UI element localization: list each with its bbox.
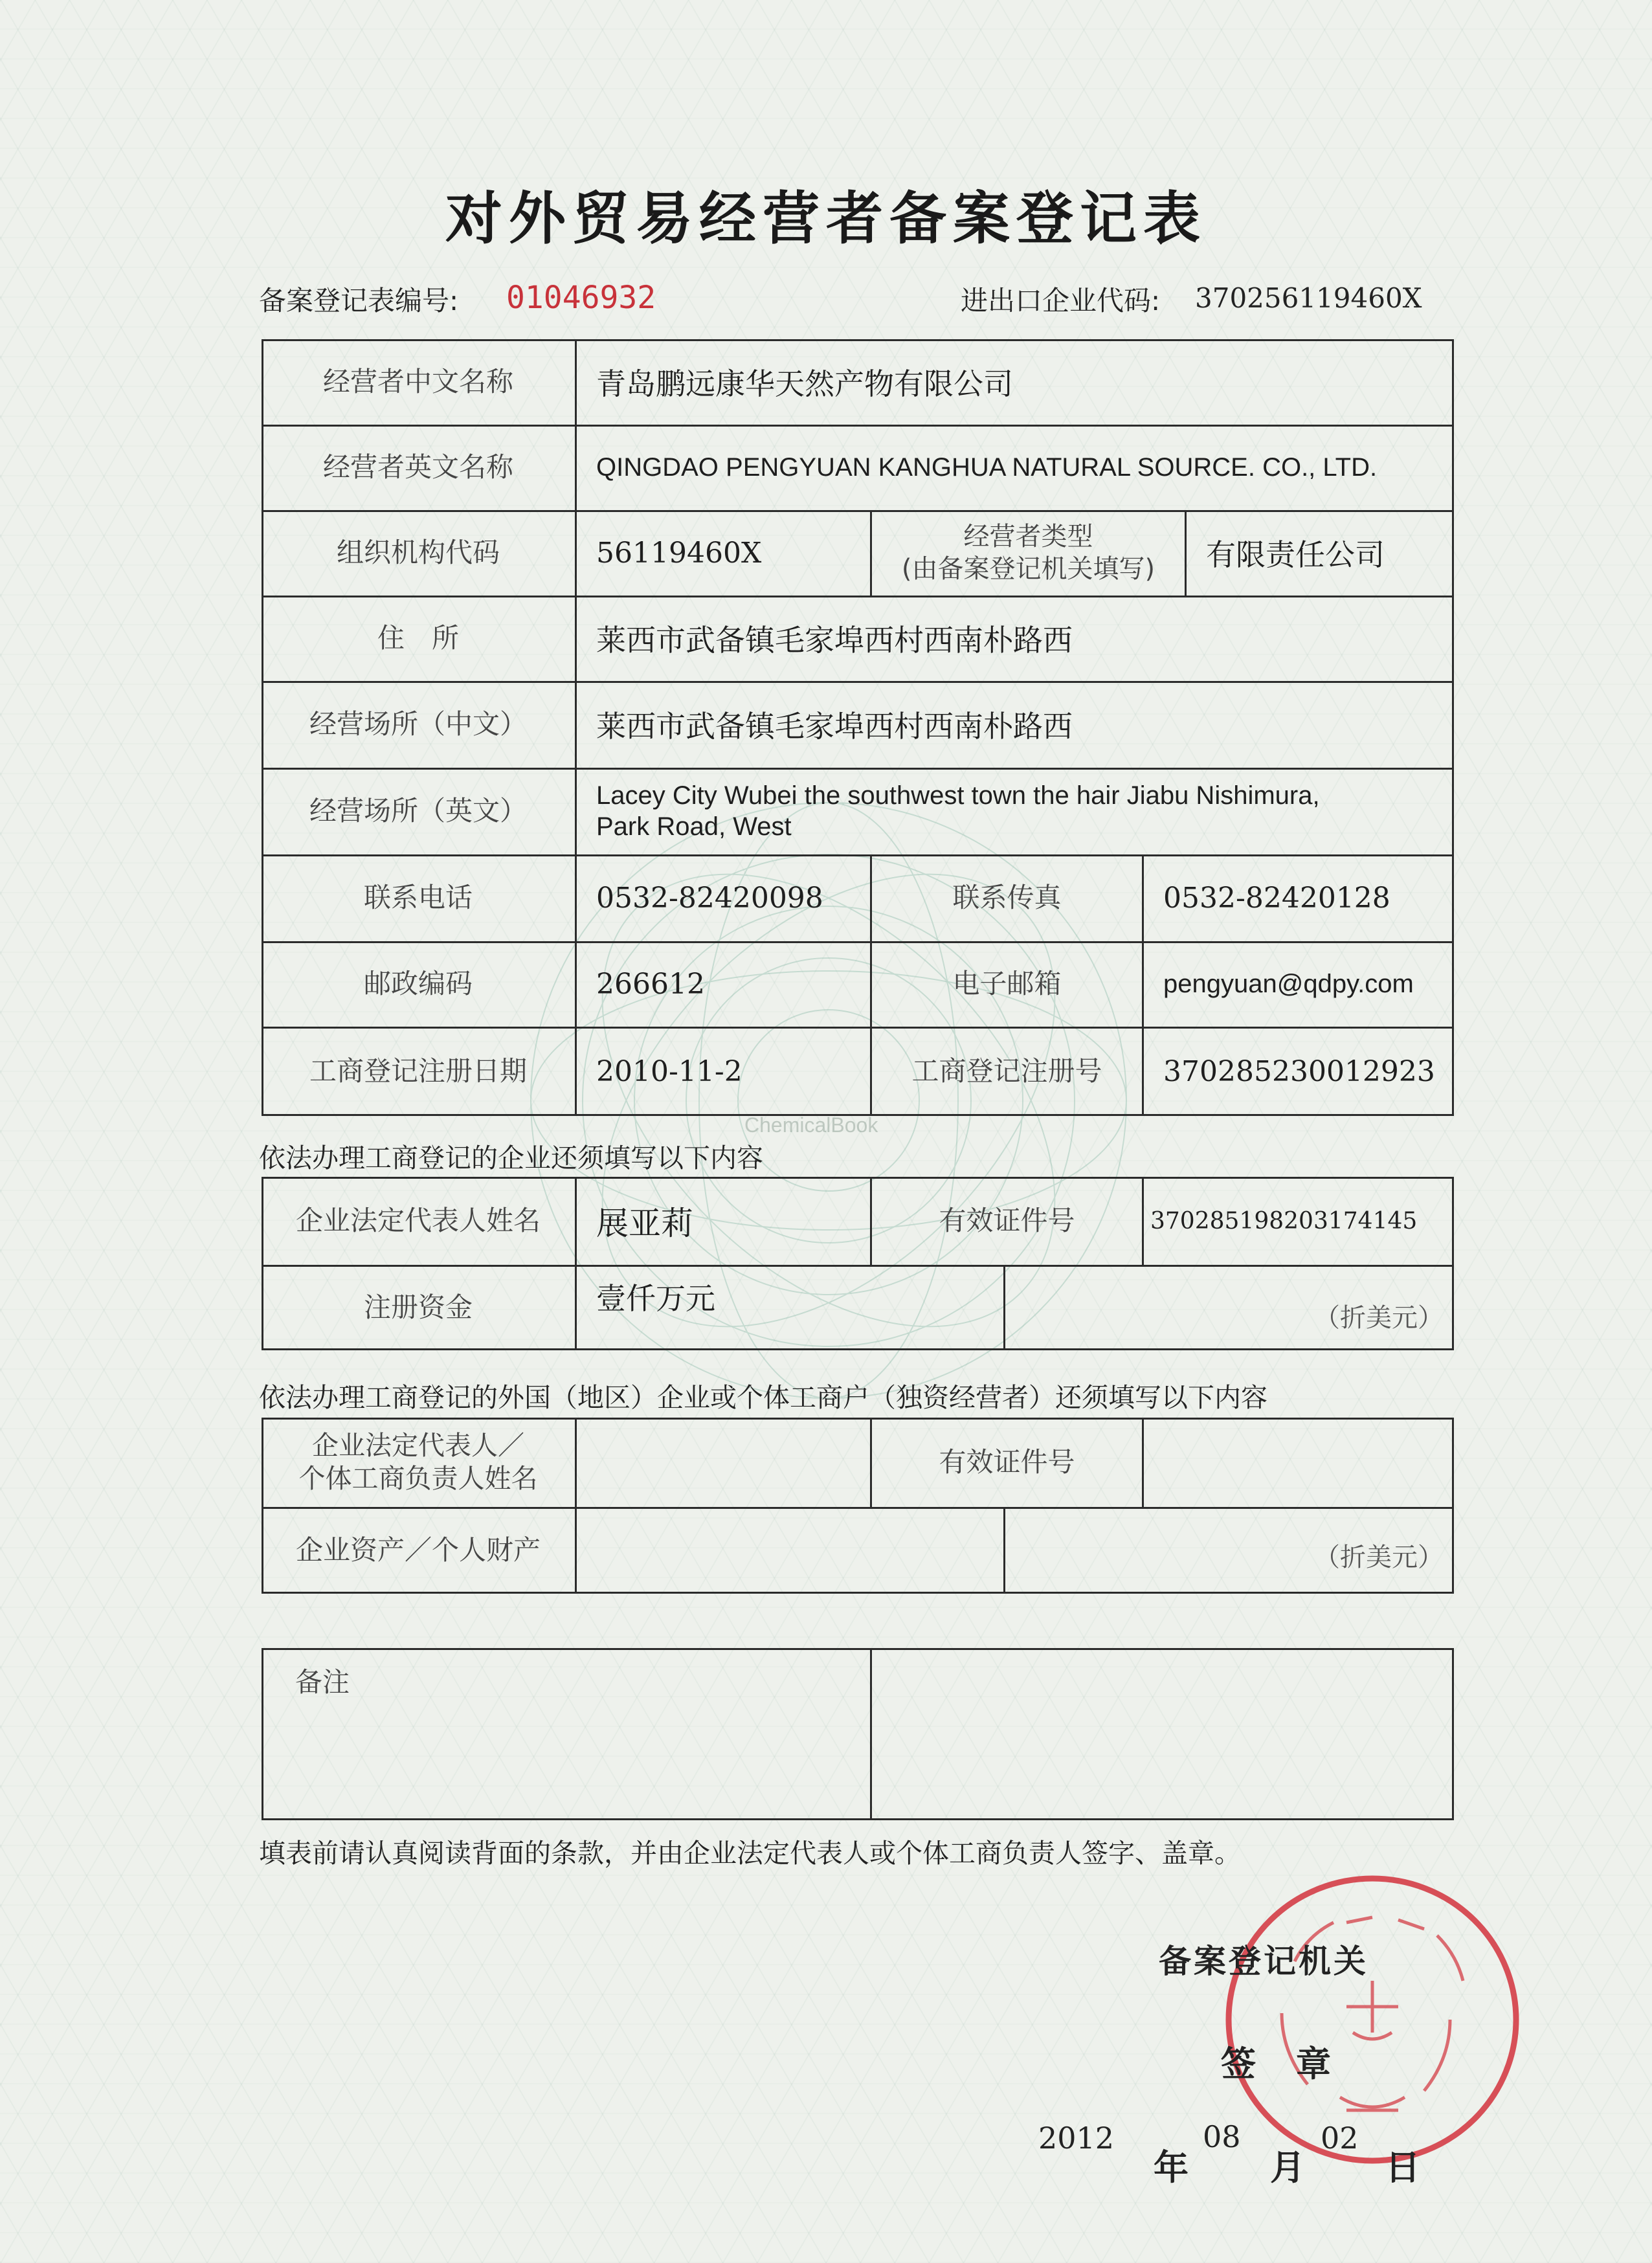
date-month-char: 月	[1270, 2147, 1305, 2188]
foreign-rep-value	[577, 1418, 870, 1507]
id-number-label: 有效证件号	[939, 1204, 1075, 1236]
section-2-heading: 依法办理工商登记的企业还须填写以下内容	[259, 1143, 763, 1174]
foreign-usd-equivalent-label: （折美元）	[1314, 1543, 1444, 1572]
section-3-heading: 依法办理工商登记的外国（地区）企业或个体工商户（独资经营者）还须填写以下内容	[259, 1382, 1267, 1413]
assets-label: 企业资产／个人财产	[295, 1533, 541, 1566]
address-value: 莱西市武备镇毛家埠西村西南朴路西	[596, 623, 1073, 658]
watermark: ChemicalBook	[744, 1113, 878, 1137]
business-site-cn-label: 经营场所（中文）	[309, 708, 527, 740]
operator-type-value: 有限责任公司	[1206, 537, 1385, 572]
business-site-en-label: 经营场所（英文）	[309, 794, 527, 827]
operator-type-label: 经营者类型 (由备案登记机关填写)	[901, 522, 1155, 584]
chinese-name-label: 经营者中文名称	[322, 365, 513, 397]
legal-rep-label: 企业法定代表人姓名	[295, 1204, 541, 1236]
registration-authority-label: 备案登记机关	[1159, 1943, 1368, 1980]
registration-date-value: 2010-11-2	[596, 1054, 742, 1088]
seal-label: 章	[1296, 2044, 1331, 2084]
registered-capital-label: 注册资金	[363, 1291, 473, 1323]
remarks-label: 备注	[295, 1666, 350, 1698]
registration-number-value: 370285230012923	[1163, 1054, 1435, 1088]
date-day-char: 日	[1385, 2147, 1420, 2188]
form-title: 对外贸易经营者备案登记表	[445, 185, 1207, 252]
assets-value	[577, 1507, 1003, 1594]
business-site-en-value: Lacey City Wubei the southwest town the hair Jiabu Nishimura, Park Road, West	[596, 781, 1320, 841]
ie-code-value: 370256119460X	[1195, 282, 1422, 314]
registered-capital-value: 壹仟万元	[596, 1281, 715, 1316]
official-seal	[1217, 1864, 1528, 2175]
usd-equivalent-label: （折美元）	[1314, 1303, 1444, 1333]
postal-code-label: 邮政编码	[363, 967, 473, 999]
foreign-id-label: 有效证件号	[939, 1445, 1075, 1478]
fax-label: 联系传真	[952, 881, 1062, 913]
foreign-rep-label: 企业法定代表人／ 个体工商负责人姓名	[298, 1429, 538, 1494]
english-name-value: QINGDAO PENGYUAN KANGHUA NATURAL SOURCE. CO., LTD.	[596, 453, 1378, 482]
id-number-value: 370285198203174145	[1150, 1207, 1418, 1234]
form-number-value: 01046932	[506, 280, 656, 316]
sign-label: 签	[1221, 2044, 1256, 2084]
foreign-id-value	[1144, 1418, 1454, 1507]
email-label: 电子邮箱	[952, 967, 1062, 999]
chinese-name-value: 青岛鹏远康华天然产物有限公司	[596, 366, 1013, 401]
registration-number-label: 工商登记注册号	[911, 1054, 1102, 1087]
remarks-box	[262, 1648, 1454, 1820]
postal-code-value: 266612	[596, 967, 705, 1001]
date-day: 02	[1321, 2121, 1359, 2156]
address-label: 住 所	[377, 621, 459, 654]
ie-code-label: 进出口企业代码:	[961, 285, 1161, 317]
email-value: pengyuan@qdpy.com	[1163, 970, 1414, 998]
date-year: 2012	[1038, 2121, 1115, 2156]
registration-date-label: 工商登记注册日期	[309, 1054, 527, 1087]
footer-instruction: 填表前请认真阅读背面的条款，并由企业法定代表人或个体工商负责人签字、盖章。	[259, 1838, 1241, 1869]
form-number-label: 备案登记表编号:	[259, 285, 459, 317]
phone-value: 0532-82420098	[596, 881, 823, 915]
org-code-label: 组织机构代码	[336, 536, 500, 568]
business-site-cn-value: 莱西市武备镇毛家埠西村西南朴路西	[596, 709, 1073, 744]
date-year-char: 年	[1154, 2147, 1189, 2188]
date-month: 08	[1203, 2119, 1241, 2154]
english-name-label: 经营者英文名称	[322, 451, 513, 483]
legal-rep-value: 展亚莉	[596, 1205, 693, 1242]
phone-label: 联系电话	[363, 881, 473, 913]
fax-value: 0532-82420128	[1163, 881, 1390, 915]
org-code-value: 56119460X	[596, 536, 762, 570]
